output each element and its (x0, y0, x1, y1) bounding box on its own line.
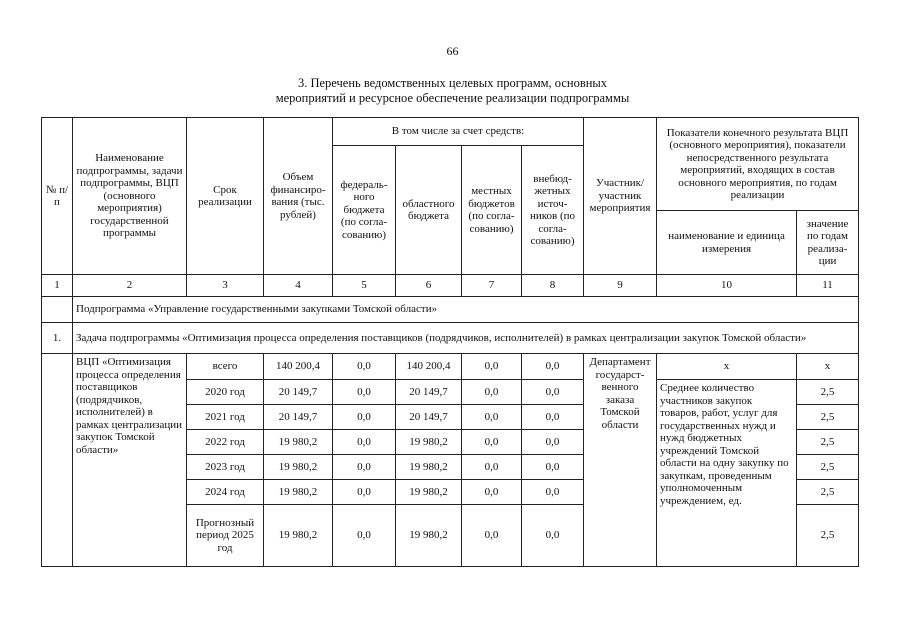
col-number: 9 (584, 275, 657, 297)
federal-cell: 0,0 (333, 480, 396, 505)
regional-cell: 20 149,7 (396, 380, 462, 405)
indicator-value-cell: 2,5 (797, 405, 859, 430)
subprogram-title: Подпрограмма «Управление государственными закупками Томской области» (73, 297, 859, 323)
task-number: 1. (42, 323, 73, 354)
federal-cell: 0,0 (333, 405, 396, 430)
col-number: 1 (42, 275, 73, 297)
offbudget-cell: 0,0 (522, 380, 584, 405)
header-offbudget: внебюд-жетных источ-ников (по согла-сованию) (522, 146, 584, 275)
indicator-value-cell: 2,5 (797, 480, 859, 505)
header-local: местных бюджетов (по согла-сованию) (462, 146, 522, 275)
header-federal: федераль-ного бюджета (по согла-сованию) (333, 146, 396, 275)
term-cell: Прогнозный период 2025 год (187, 505, 264, 567)
local-cell: 0,0 (462, 430, 522, 455)
header-participant: Участник/ участник мероприятия (584, 118, 657, 275)
header-indicator-value: значение по годам реализа-ции (797, 211, 859, 275)
term-cell: 2023 год (187, 455, 264, 480)
header-including: В том числе за счет средств: (333, 118, 584, 146)
federal-cell: 0,0 (333, 430, 396, 455)
offbudget-cell: 0,0 (522, 405, 584, 430)
local-cell: 0,0 (462, 405, 522, 430)
col-number: 7 (462, 275, 522, 297)
local-cell: 0,0 (462, 354, 522, 380)
column-numbers-row (42, 275, 859, 297)
title-line-2: мероприятий и ресурсное обеспечение реализации подпрограммы (275, 91, 630, 105)
page-number: 66 (446, 44, 459, 58)
term-cell: 2024 год (187, 480, 264, 505)
federal-cell: 0,0 (333, 380, 396, 405)
vcp-indicator: Среднее количество участников закупок товаров, работ, услуг для государственных нужд и нужд бюджетных учреждений Томской области на одну закупку по закупкам, проведенным уполномоченным учреждением, ед. (657, 380, 797, 567)
regional-cell: 20 149,7 (396, 405, 462, 430)
indicator-value-cell: 2,5 (797, 505, 859, 567)
federal-cell: 0,0 (333, 354, 396, 380)
subprogram-row (42, 297, 859, 323)
regional-cell: 140 200,4 (396, 354, 462, 380)
header-name: Наименование подпрограммы, задачи подпрограммы, ВЦП (основного мероприятия) государственной программы (73, 118, 187, 275)
data-row-total (42, 354, 859, 380)
indicator-value-cell: 2,5 (797, 380, 859, 405)
regional-cell: 19 980,2 (396, 455, 462, 480)
offbudget-cell: 0,0 (522, 480, 584, 505)
section-title (0, 76, 905, 106)
term-cell: 2022 год (187, 430, 264, 455)
vcp-name: ВЦП «Оптимизация процесса определения поставщиков (подрядчиков, исполнителей) в рамках централизации закупок Томской области» (73, 354, 187, 567)
header-volume: Объем финансиро-вания (тыс. рублей) (264, 118, 333, 275)
col-number: 5 (333, 275, 396, 297)
term-cell: 2021 год (187, 405, 264, 430)
offbudget-cell: 0,0 (522, 505, 584, 567)
local-cell: 0,0 (462, 505, 522, 567)
volume-cell: 140 200,4 (264, 354, 333, 380)
col-number: 8 (522, 275, 584, 297)
header-regional: областного бюджета (396, 146, 462, 275)
regional-cell: 19 980,2 (396, 480, 462, 505)
local-cell: 0,0 (462, 380, 522, 405)
volume-cell: 19 980,2 (264, 505, 333, 567)
title-line-1: 3. Перечень ведомственных целевых программ, основных (297, 76, 608, 90)
col-number: 10 (657, 275, 797, 297)
header-row-1 (42, 118, 859, 146)
volume-cell: 20 149,7 (264, 380, 333, 405)
indicator-value-cell: 2,5 (797, 455, 859, 480)
col-number: 3 (187, 275, 264, 297)
term-cell: 2020 год (187, 380, 264, 405)
federal-cell: 0,0 (333, 505, 396, 567)
col-number: 11 (797, 275, 859, 297)
indicator-value-cell: х (797, 354, 859, 380)
volume-cell: 19 980,2 (264, 480, 333, 505)
offbudget-cell: 0,0 (522, 455, 584, 480)
col-number: 6 (396, 275, 462, 297)
regional-cell: 19 980,2 (396, 430, 462, 455)
col-number: 2 (73, 275, 187, 297)
volume-cell: 19 980,2 (264, 430, 333, 455)
header-indicator-name: наименование и единица измерения (657, 211, 797, 275)
volume-cell: 19 980,2 (264, 455, 333, 480)
term-cell: всего (187, 354, 264, 380)
local-cell: 0,0 (462, 480, 522, 505)
volume-cell: 20 149,7 (264, 405, 333, 430)
task-text: Задача подпрограммы «Оптимизация процесса определения поставщиков (подрядчиков, исполнителей) в рамках централизации закупок Томской области» (73, 323, 859, 354)
indicator-name-cell: х (657, 354, 797, 380)
col-number: 4 (264, 275, 333, 297)
federal-cell: 0,0 (333, 455, 396, 480)
offbudget-cell: 0,0 (522, 354, 584, 380)
local-cell: 0,0 (462, 455, 522, 480)
task-row (42, 323, 859, 354)
indicator-value-cell: 2,5 (797, 430, 859, 455)
header-num: № п/п (42, 118, 73, 275)
regional-cell: 19 980,2 (396, 505, 462, 567)
header-indicators: Показатели конечного результата ВЦП (основного мероприятия), показатели непосредственного результата мероприятий, входящих в состав основного мероприятия, по годам реализации (657, 118, 859, 211)
program-table (41, 117, 859, 567)
header-term: Срок реализации (187, 118, 264, 275)
offbudget-cell: 0,0 (522, 430, 584, 455)
vcp-participant: Департамент государст-венного заказа Томской области (584, 354, 657, 567)
